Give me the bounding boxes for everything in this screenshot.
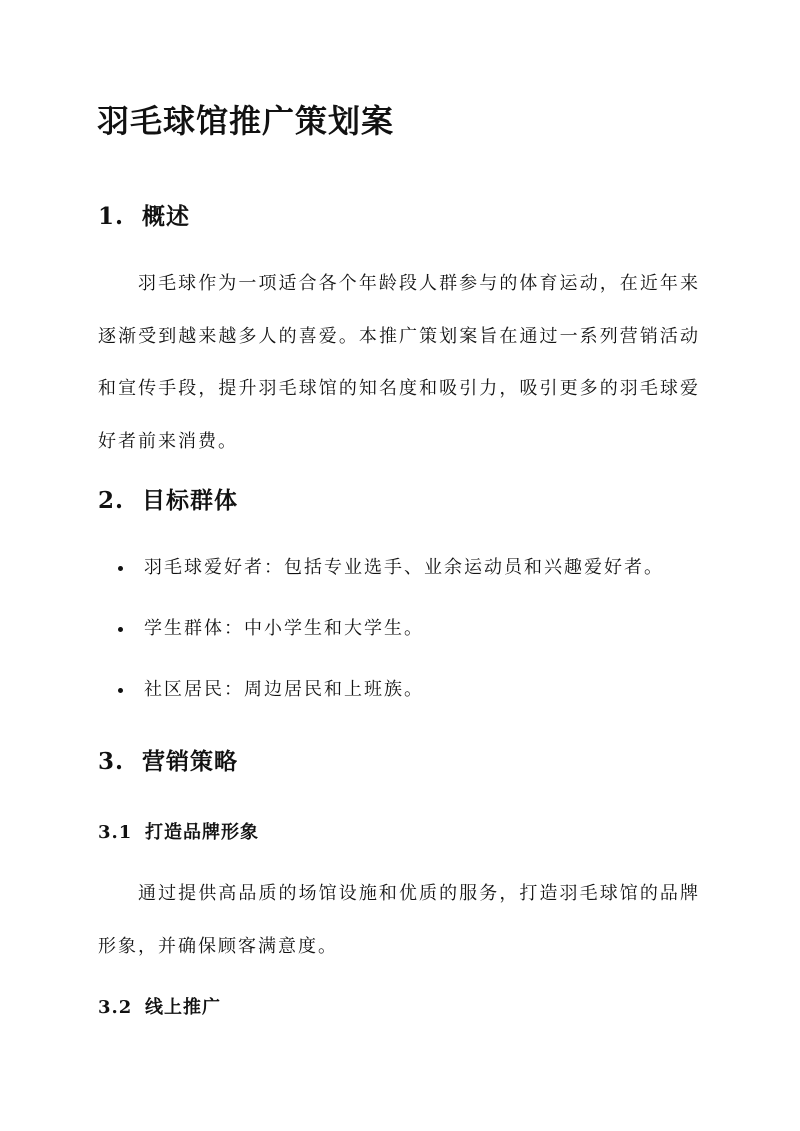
list-item-text: 羽毛球爱好者：包括专业选手、业余运动员和兴趣爱好者。 [144, 557, 664, 578]
section-heading-overview [98, 198, 190, 231]
section-title: 营销策略 [142, 748, 238, 775]
subsection-title: 打造品牌形象 [145, 822, 259, 843]
subsection-number: 3.1 [98, 822, 133, 843]
subsection-heading-brand [98, 818, 259, 844]
list-item [118, 670, 664, 731]
bullet-icon [118, 688, 123, 693]
list-item [118, 548, 664, 609]
section-title: 目标群体 [142, 487, 238, 514]
list-item-text: 社区居民：周边居民和上班族。 [144, 679, 424, 700]
subsection-heading-online [98, 993, 221, 1019]
section-number: 3. [98, 748, 125, 775]
section-number: 2. [98, 487, 125, 514]
bullet-icon [118, 627, 123, 632]
section-title: 概述 [142, 203, 190, 230]
list-item-text: 学生群体：中小学生和大学生。 [144, 618, 424, 639]
section-heading-target [98, 482, 238, 515]
subsection-title: 线上推广 [145, 997, 221, 1018]
section-heading-strategy [98, 743, 238, 776]
overview-paragraph: 羽毛球作为一项适合各个年龄段人群参与的体育运动，在近年来逐渐受到越来越多人的喜爱。本推广策划案旨在通过一系列营销活动和宣传手段，提升羽毛球馆的知名度和吸引力，吸引更多的羽毛球爱好者前来消费。 [98, 273, 700, 452]
section-number: 1. [98, 203, 125, 230]
brand-paragraph: 通过提供高品质的场馆设施和优质的服务，打造羽毛球馆的品牌形象，并确保顾客满意度。 [98, 883, 700, 957]
subsection-number: 3.2 [98, 997, 133, 1018]
list-item [118, 609, 664, 670]
page-title: 羽毛球馆推广策划案 [97, 102, 395, 140]
bullet-icon [118, 566, 123, 571]
target-group-list [118, 548, 664, 731]
